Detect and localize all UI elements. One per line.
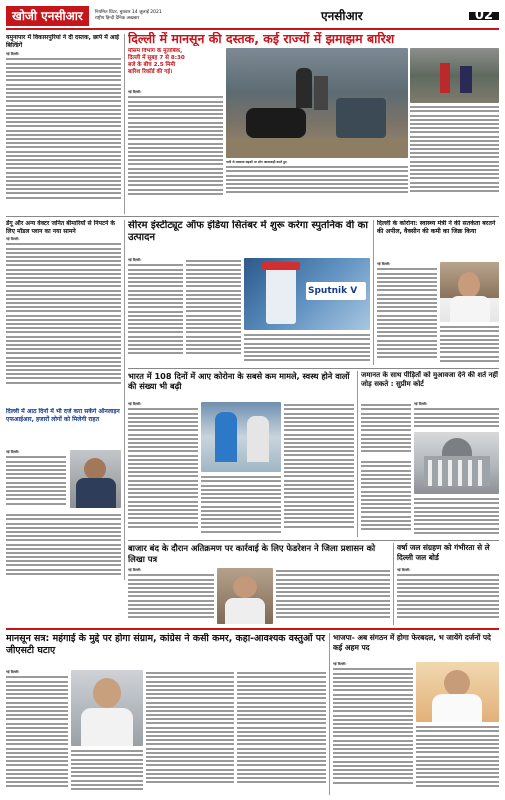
bail-body-col1 (361, 402, 411, 457)
column-rule (393, 543, 394, 625)
congress-body-col2 (71, 748, 143, 794)
bjp-body-col2 (416, 724, 499, 794)
vaccine-right-headline: दिल्ली के कोरोना: स्वास्थ्य मंत्री ने की सतर्कता बरतने की अपील, वैक्सीन की कमी का जिक्र किया (377, 220, 496, 235)
story-dengue (6, 220, 121, 405)
cases-body-col2 (284, 402, 354, 537)
brand-logo: खोजी एनसीआर (6, 6, 89, 26)
bail-byline: नई दिल्ली: (414, 402, 428, 406)
section-rule (128, 540, 499, 541)
column-rule (373, 220, 374, 365)
monsoon-headline-box (128, 32, 499, 46)
column-rule (329, 633, 330, 795)
dateline (95, 10, 215, 22)
cyber-headline: दिल्ली में आठ दिनों में भी दर्ज करा सकेंगे ऑनलाइन एफआईआर, हजारों लोगों को मिलेगी राहत (6, 408, 120, 423)
serum-body-col1 (128, 258, 183, 364)
monsoon-sub (128, 48, 223, 88)
bjp-byline: नई दिल्ली: (333, 662, 347, 666)
bjp-headline: भाजपा- अब संगठन में होगा फेरबदल, भ जायेंगे दर्जनों पदे कई अहम पद (333, 633, 491, 652)
congress-body-col3 (146, 670, 234, 794)
rain-body (397, 568, 499, 624)
story-vikaspuri (6, 34, 121, 214)
monsoon-sub2: दिल्ली में सुबह 7 से 8:30 (128, 55, 185, 61)
story-vikaspuri-headline: यमुनापार में विकासपुरियां ने दी दस्तक, छापे में आई बिल्डिंगें (6, 34, 119, 49)
market-headline: बाजार बंद के दौरान अतिक्रमण पर कार्रवाई के लिए फेडरेशन ने जिला प्रशासन को लिखा पत्र (128, 543, 376, 564)
serum-body-col3 (244, 332, 370, 364)
monsoon-sub3: बजे के बीच 2.5 मिमी (128, 62, 176, 68)
monsoon-body (128, 90, 223, 200)
date-text: नियमित प्रिंटर, बुधवार 14 जुलाई 2021 (94, 10, 162, 15)
serum-body-col2 (186, 258, 241, 364)
rain-headline: वर्षा जल संग्रहण को गंभीरता से ले दिल्ली जल बोर्ड (397, 543, 490, 562)
vaccine-right-byline: नई दिल्ली: (377, 262, 391, 266)
rain-byline: नई दिल्ली: (397, 568, 411, 572)
cases-headline-box (128, 371, 354, 401)
vaccine-right-body (377, 262, 437, 366)
section-rule (128, 368, 499, 369)
vaccine-right-headline-box (377, 220, 499, 260)
bail-headline: जमानत के साथ पीड़ितों को मुआवजा देने की शर्त नहीं जोड़ सकते : सुप्रीम कोर्ट (361, 371, 498, 388)
section-rule (6, 216, 499, 217)
bail-headline-box (361, 371, 499, 401)
monsoon-photo-street (410, 48, 499, 103)
cyber-body-col2 (6, 512, 121, 580)
monsoon-photo-caption-block (226, 160, 408, 202)
police-photo (70, 450, 121, 508)
story-vikaspuri-body (6, 56, 121, 206)
rain-headline-box (397, 543, 499, 567)
supreme-court-photo (414, 432, 499, 494)
cyber-body-col1 (6, 450, 66, 510)
serum-headline-box (128, 220, 370, 256)
bjp-leader-photo (416, 662, 499, 722)
congress-body-col4 (237, 670, 326, 794)
bjp-body-col1 (333, 662, 413, 794)
market-body-col2 (276, 568, 390, 624)
bjp-headline-box (333, 633, 499, 659)
congress-headline-box (6, 633, 326, 669)
monsoon-caption: पानी से लबालब सड़कों पर लोग आवाजाही करते हुए (226, 160, 287, 164)
cases-body-col1 (128, 402, 198, 537)
congress-headline: मानसून सत्र: महंगाई के मुद्दे पर होगा संग्राम, कांग्रेस ने कसी कमर, कहा-आवश्यक वस्तुओं पर जीएसटी घटाए (6, 633, 325, 656)
minister-photo (440, 262, 499, 322)
covid-testing-photo (201, 402, 281, 472)
cases-body-col3 (201, 474, 281, 537)
bail-body-col2 (414, 402, 499, 430)
bottom-band-rule (6, 628, 499, 630)
column-rule (124, 34, 125, 214)
column-rule (124, 220, 125, 580)
bail-body-col3 (361, 459, 411, 537)
monsoon-byline: नई दिल्ली: (128, 90, 142, 94)
bail-body-col4 (414, 496, 499, 537)
story-dengue-headline: डेंगू और अन्य वेक्टर जनित बीमारियों से निपटने के लिए मॉडल प्लान का नया सामने (6, 220, 116, 235)
sputnik-vaccine-photo (244, 258, 370, 330)
cases-headline: भारत में 108 दिनों में आए कोरोना के सबसे कम मामले, स्वस्थ होने वालों की संख्या भी बढ़ी (128, 371, 350, 391)
monsoon-sub4: बारिश रिकॉर्ड की गई। (128, 69, 173, 75)
market-headline-box (128, 543, 390, 567)
federation-photo (217, 568, 273, 624)
story-dengue-byline: नई दिल्ली: (6, 237, 20, 241)
monsoon-sub1: मौसम विभाग के मुताबिक, (128, 48, 183, 54)
vaccine-right-body2 (440, 324, 499, 366)
congress-body-col1 (6, 670, 68, 794)
story-vikaspuri-byline: नई दिल्ली: (6, 52, 20, 56)
cases-byline: नई दिल्ली: (128, 402, 142, 406)
column-rule (357, 371, 358, 537)
monsoon-photo-flood (226, 48, 408, 158)
monsoon-headline: दिल्ली में मानसून की दस्तक, कई राज्यों में झमाझम बारिश (128, 32, 395, 46)
cyber-byline: नई दिल्ली: (6, 450, 20, 454)
congress-byline: नई दिल्ली: (6, 670, 20, 674)
cyber-headline-box (6, 408, 121, 448)
market-byline: नई दिल्ली: (128, 568, 142, 572)
serum-headline: सीरम इंस्टीट्यूट ऑफ इंडिया सितंबर में शुरू करेगा स्पुतनिक वी का उत्पादन (128, 220, 368, 243)
market-body-col1 (128, 568, 214, 624)
monsoon-right-body (410, 104, 499, 200)
page-number: 02 (469, 12, 499, 20)
masthead (6, 4, 499, 30)
subline-text: राष्ट्रीय हिन्दी दैनिक अखबार (94, 16, 140, 21)
section-title: एनसीआर (321, 8, 363, 23)
congress-leader-photo (71, 670, 143, 746)
sputnik-label: Sputnik V (308, 286, 358, 296)
serum-byline: नई दिल्ली: (128, 258, 142, 262)
